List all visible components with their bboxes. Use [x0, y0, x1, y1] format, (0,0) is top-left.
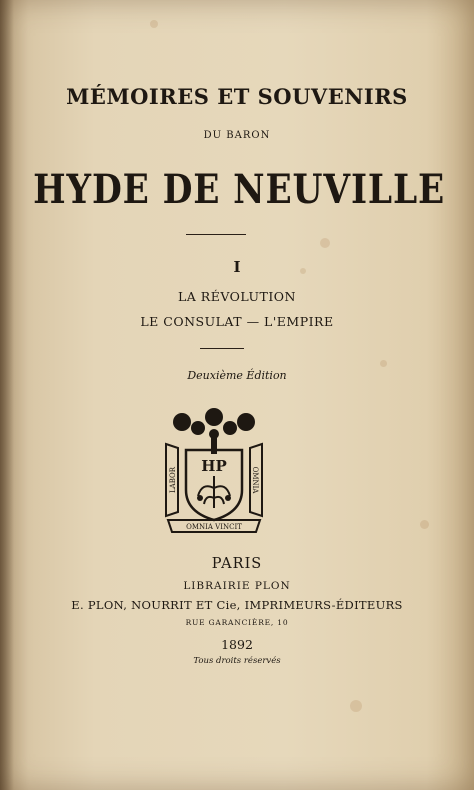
imprint-printers: E. PLON, NOURRIT ET Cie, IMPRIMEURS-ÉDITEURS [71, 598, 403, 612]
foxing-spot [420, 520, 429, 529]
rights-notice: Tous droits réservés [193, 656, 281, 666]
divider-rule [186, 234, 246, 235]
printers-mark-bottom-motto: OMNIA VINCIT [186, 523, 242, 531]
foxing-spot [320, 238, 330, 248]
book-title: MÉMOIRES ET SOUVENIRS [66, 84, 408, 109]
imprint-address: RUE GARANCIÈRE, 10 [185, 618, 289, 627]
volume-number: I [233, 258, 241, 276]
edition-label: Deuxième Édition [187, 369, 287, 382]
subtitle-consulat-empire: LE CONSULAT — L'EMPIRE [140, 314, 334, 329]
imprint-year: 1892 [221, 637, 253, 652]
subtitle-revolution: LA RÉVOLUTION [177, 289, 296, 304]
imprint-publisher: LIBRAIRIE PLON [183, 580, 291, 592]
printers-mark-left-motto: LABOR [169, 467, 177, 493]
spine-shadow [0, 0, 14, 790]
foxing-spot [150, 20, 158, 28]
divider-rule [200, 348, 244, 349]
printers-mark-right-motto: OMNIA [251, 466, 259, 494]
printers-mark-monogram: HP [201, 457, 227, 475]
foxing-spot [350, 700, 362, 712]
author-name: HYDE DE NEUVILLE [33, 166, 446, 213]
printers-mark-emblem [160, 408, 268, 534]
by-line: DU BARON [203, 130, 271, 141]
foxing-spot [380, 360, 387, 367]
imprint-city: PARIS [211, 556, 263, 572]
